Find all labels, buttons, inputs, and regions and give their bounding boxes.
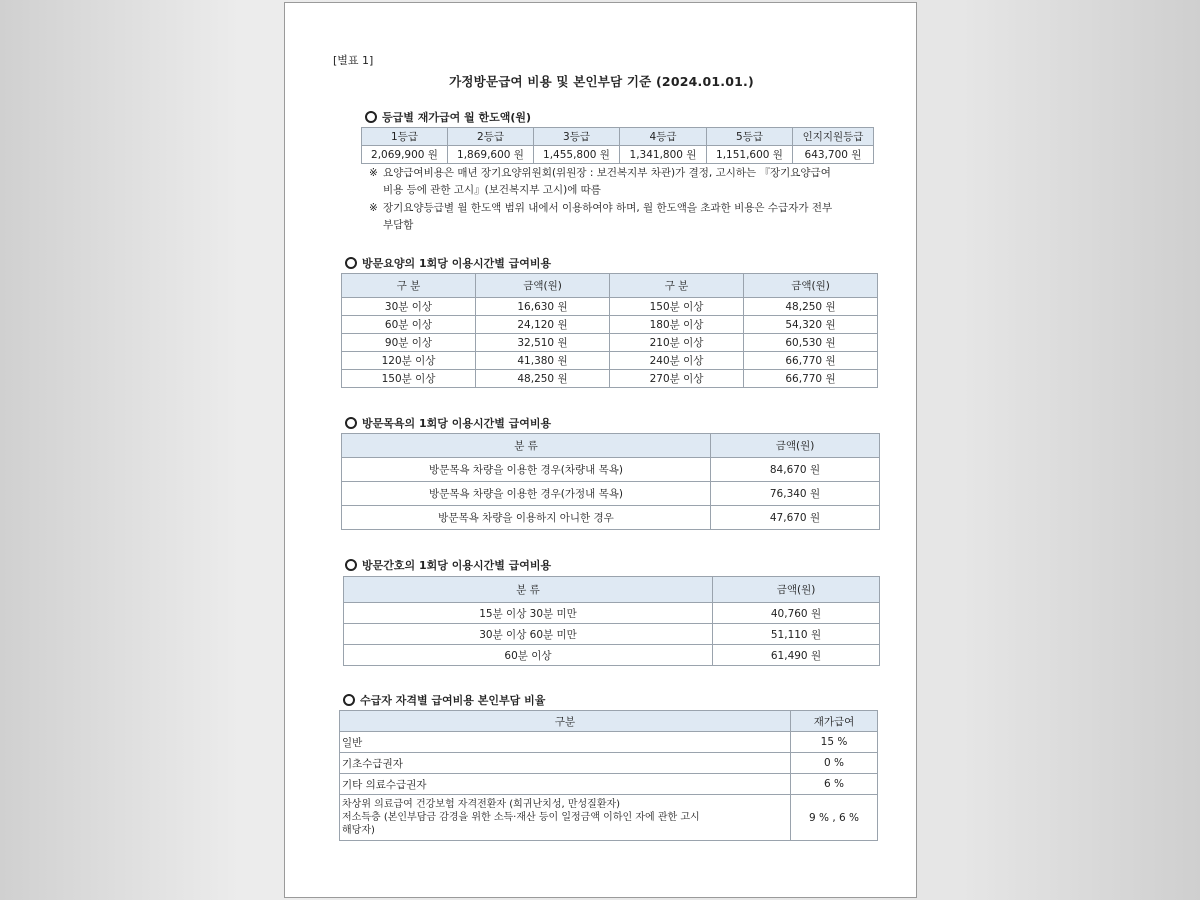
header-cell: 구 분: [342, 274, 476, 298]
cell: 90분 이상: [342, 334, 476, 352]
visit-nursing-table: [343, 576, 880, 666]
header-cell: 분 류: [344, 577, 713, 603]
cell: 48,250 원: [476, 370, 610, 388]
table-row: [340, 774, 878, 795]
cell: 9 % , 6 %: [791, 795, 878, 841]
cell: [340, 795, 791, 841]
copay-table: [339, 710, 878, 841]
note-1: [369, 165, 879, 199]
visit-bath-table: [341, 433, 880, 530]
grade-limit-table: [361, 127, 874, 164]
cell: 150분 이상: [610, 298, 744, 316]
cell: 0 %: [791, 753, 878, 774]
table-header-row: [340, 711, 878, 732]
table-row: [342, 316, 878, 334]
section-heading-text: 방문간호의 1회당 이용시간별 급여비용: [362, 559, 552, 572]
circle-bullet-icon: [345, 257, 357, 269]
header-cell: 재가급여: [791, 711, 878, 732]
cell: 방문목욕 차량을 이용한 경우(가정내 목욕): [342, 482, 711, 506]
note-2: [369, 200, 879, 234]
cell: 48,250 원: [744, 298, 878, 316]
header-cell: 5등급: [707, 128, 793, 146]
cell: 60분 이상: [342, 316, 476, 334]
table-row: [342, 352, 878, 370]
circle-bullet-icon: [343, 694, 355, 706]
header-cell: 금액(원): [713, 577, 880, 603]
cell: 51,110 원: [713, 624, 880, 645]
table-row: [340, 753, 878, 774]
circle-bullet-icon: [345, 559, 357, 571]
cell: 41,380 원: [476, 352, 610, 370]
table-header-row: [342, 434, 880, 458]
circle-bullet-icon: [365, 111, 377, 123]
cell: 150분 이상: [342, 370, 476, 388]
section-heading-visit-bath: [345, 415, 551, 431]
section-heading-text: 방문요양의 1회당 이용시간별 급여비용: [362, 257, 552, 270]
page-title: 가정방문급여 비용 및 본인부담 기준 (2024.01.01.): [449, 74, 754, 89]
table-row: [342, 370, 878, 388]
cell: 84,670 원: [711, 458, 880, 482]
header-cell: 1등급: [362, 128, 448, 146]
cell: 54,320 원: [744, 316, 878, 334]
header-cell: 금액(원): [476, 274, 610, 298]
cell: 76,340 원: [711, 482, 880, 506]
cell-line: 해당자): [342, 825, 375, 836]
value-cell: 2,069,900 원: [362, 146, 448, 164]
table-row: [342, 482, 880, 506]
cell: 60분 이상: [344, 645, 713, 666]
table-row: [342, 298, 878, 316]
cell: 180분 이상: [610, 316, 744, 334]
section-heading-text: 방문목욕의 1회당 이용시간별 급여비용: [362, 417, 552, 430]
section-heading-text: 등급별 재가급여 월 한도액(원): [382, 111, 532, 124]
document-page: [284, 2, 917, 898]
note-line: 요양급여비용은 매년 장기요양위원회(위원장 : 보건복지부 차관)가 결정, 고시하는 『장기요양급여: [383, 167, 831, 179]
cell: 방문목욕 차량을 이용한 경우(차량내 목욕): [342, 458, 711, 482]
header-cell: 분 류: [342, 434, 711, 458]
table-row: [344, 645, 880, 666]
note-mark: ※: [369, 167, 378, 179]
cell: 40,760 원: [713, 603, 880, 624]
cell: 15 %: [791, 732, 878, 753]
table-row: [342, 506, 880, 530]
table-row: [362, 146, 874, 164]
cell: 30분 이상: [342, 298, 476, 316]
table-row: [340, 795, 878, 841]
cell: 120분 이상: [342, 352, 476, 370]
note-mark: ※: [369, 202, 378, 214]
cell: 60,530 원: [744, 334, 878, 352]
cell: 기초수급권자: [340, 753, 791, 774]
header-cell: 구 분: [610, 274, 744, 298]
section-heading-visit-care: [345, 255, 551, 271]
cell: 6 %: [791, 774, 878, 795]
note-line: 비용 등에 관한 고시』(보건복지부 고시)에 따름: [383, 184, 601, 196]
value-cell: 1,151,600 원: [707, 146, 793, 164]
cell: 30분 이상 60분 미만: [344, 624, 713, 645]
cell: 24,120 원: [476, 316, 610, 334]
section-heading-copay: [343, 692, 545, 708]
doc-label: [별표 1]: [333, 54, 374, 67]
header-cell: 3등급: [534, 128, 620, 146]
table-row: [344, 624, 880, 645]
value-cell: 643,700 원: [793, 146, 874, 164]
section-heading-visit-nursing: [345, 557, 551, 573]
table-row: [342, 458, 880, 482]
cell: 47,670 원: [711, 506, 880, 530]
table-header-row: [362, 128, 874, 146]
cell: 32,510 원: [476, 334, 610, 352]
note-line: 부담함: [383, 219, 414, 231]
cell: 일반: [340, 732, 791, 753]
header-cell: 2등급: [448, 128, 534, 146]
table-header-row: [344, 577, 880, 603]
cell: 16,630 원: [476, 298, 610, 316]
cell-line: 차상위 의료급여 건강보험 자격전환자 (희귀난치성, 만성질환자): [342, 799, 621, 810]
cell: 기타 의료수급권자: [340, 774, 791, 795]
cell-line: 저소득층 (본인부담금 감경을 위한 소득·재산 등이 일정금액 이하인 자에 관한 고시: [342, 812, 700, 823]
table-row: [340, 732, 878, 753]
section-heading-text: 수급자 자격별 급여비용 본인부담 비율: [360, 694, 546, 707]
cell: 210분 이상: [610, 334, 744, 352]
value-cell: 1,869,600 원: [448, 146, 534, 164]
header-cell: 금액(원): [711, 434, 880, 458]
header-cell: 금액(원): [744, 274, 878, 298]
cell: 240분 이상: [610, 352, 744, 370]
note-line: 장기요양등급별 월 한도액 범위 내에서 이용하여야 하며, 월 한도액을 초과한 비용은 수급자가 전부: [383, 202, 833, 214]
cell: 66,770 원: [744, 370, 878, 388]
cell: 방문목욕 차량을 이용하지 아니한 경우: [342, 506, 711, 530]
visit-care-table: [341, 273, 878, 388]
section-heading-grade-limit: [365, 109, 531, 125]
header-cell: 구분: [340, 711, 791, 732]
circle-bullet-icon: [345, 417, 357, 429]
cell: 270분 이상: [610, 370, 744, 388]
table-header-row: [342, 274, 878, 298]
value-cell: 1,341,800 원: [620, 146, 707, 164]
cell: 61,490 원: [713, 645, 880, 666]
header-cell: 인지지원등급: [793, 128, 874, 146]
value-cell: 1,455,800 원: [534, 146, 620, 164]
table-row: [344, 603, 880, 624]
header-cell: 4등급: [620, 128, 707, 146]
cell: 15분 이상 30분 미만: [344, 603, 713, 624]
table-row: [342, 334, 878, 352]
cell: 66,770 원: [744, 352, 878, 370]
